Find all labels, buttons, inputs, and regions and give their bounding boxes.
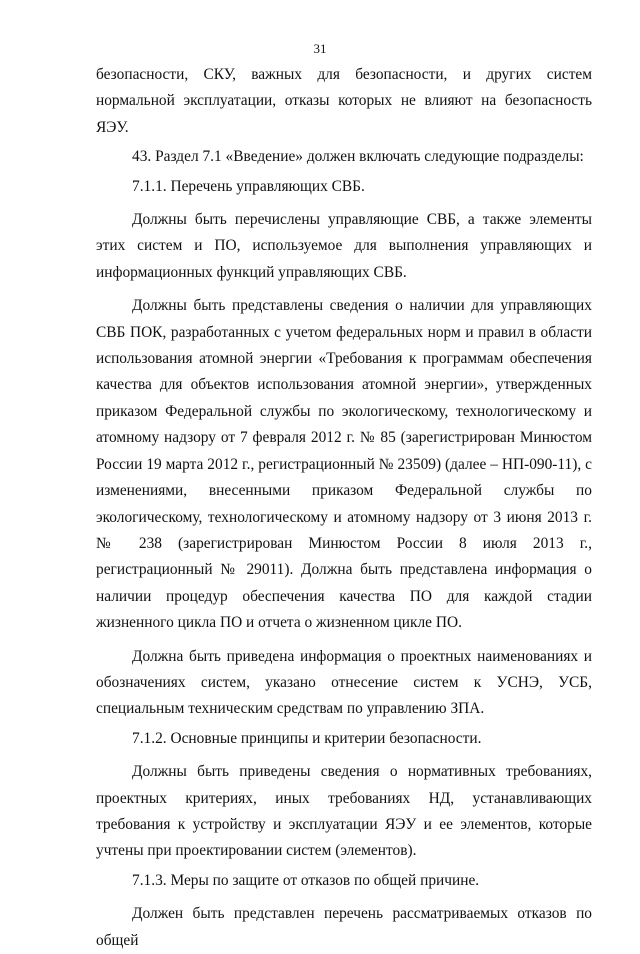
subsection-heading-7-1-1: 7.1.1. Перечень управляющих СВБ. xyxy=(132,177,365,195)
paragraph-continuation: безопасности, СКУ, важных для безопасности, и других систем нормальной эксплуатации, отказы которых не влияют на безопасность ЯЭУ. xyxy=(96,66,592,136)
subsection-heading-7-1-2: 7.1.2. Основные принципы и критерии безопасности. xyxy=(132,729,482,747)
paragraph-svb-list: Должны быть перечислены управляющие СВБ, а также элементы этих систем и ПО, используемое для выполнения управляющих и информационных функций управляющих СВБ. xyxy=(96,211,592,281)
paragraph-normative-requirements: Должны быть приведены сведения о нормативных требованиях, проектных критериях, иных требованиях НД, устанавливающих требования к устройству и эксплуатации ЯЭУ и ее элементов, которые учтены при проектировании систем (элементов). xyxy=(96,763,592,860)
page-number: 31 xyxy=(313,41,327,56)
body-text xyxy=(96,62,592,954)
paragraph-common-cause-failures: Должен быть представлен перечень рассматриваемых отказов по общей xyxy=(96,905,592,949)
paragraph-section-43: 43. Раздел 7.1 «Введение» должен включать следующие подразделы: xyxy=(132,148,584,166)
subsection-heading-7-1-3: 7.1.3. Меры по защите от отказов по общей причине. xyxy=(132,871,480,889)
paragraph-pok-info: Должны быть представлены сведения о наличии для управляющих СВБ ПОК, разработанных с учетом федеральных норм и правил в области использования атомной энергии «Требования к программам обеспечения качества для объектов использования атомной энергии», утвержденных приказом Федеральной службы по экологическому, технологическому и атомному надзору от 7 февраля 2012 г. № 85 (зарегистрирован Минюстом России 19 марта 2012 г., регистрационный № 23509) (далее – НП-090-11), с изменениями, внесенными приказом Федеральной службы по экологическому, технологическому и атомному надзору от 3 июня 2013 г. № 238 (зарегистрирован Минюстом России 8 июля 2013 г., регистрационный № 29011). Должна быть представлена информация о наличии процедур обеспечения качества ПО для каждой стадии жизненного цикла ПО и отчета о жизненном цикле ПО. xyxy=(96,297,592,632)
paragraph-system-names: Должна быть приведена информация о проектных наименованиях и обозначениях систем, указано отнесение систем к УСНЭ, УСБ, специальным техническим средствам по управлению ЗПА. xyxy=(96,647,592,718)
